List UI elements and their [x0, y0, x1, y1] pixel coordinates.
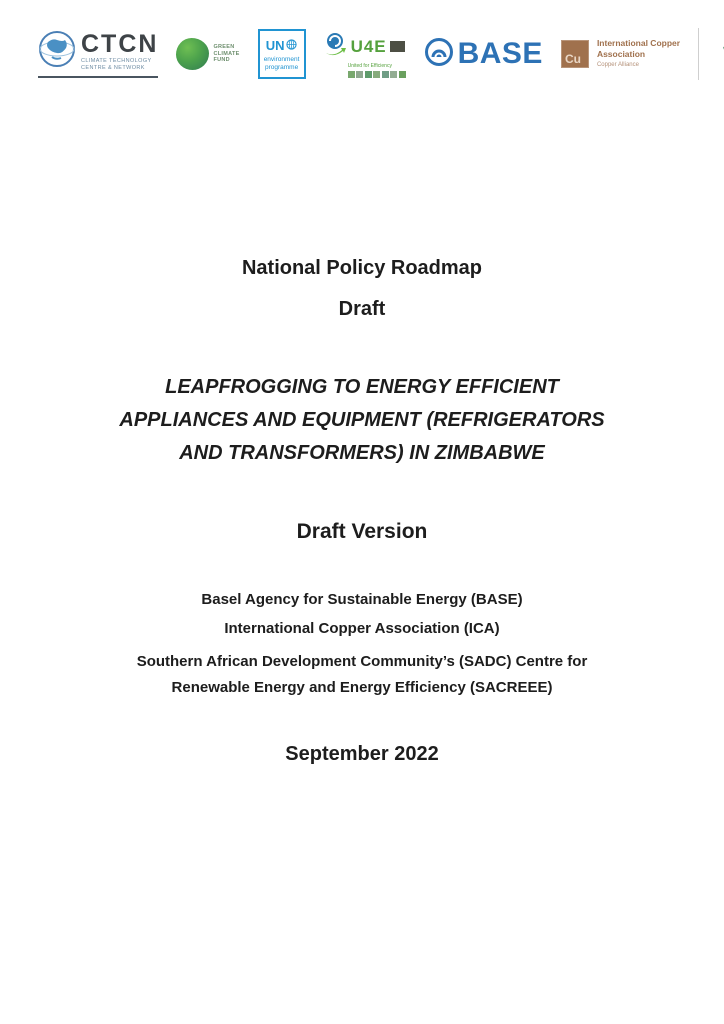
ctcn-logo [38, 30, 158, 78]
ctcn-wordmark [81, 29, 159, 72]
ica-wordmark [597, 38, 680, 70]
publication-date: September 2022 [285, 743, 439, 765]
author-sacreee [0, 649, 724, 701]
author-sacreee-line2: Renewable Energy and Energy Efficiency (SACREEE) [171, 679, 553, 696]
sacreee-logo [717, 31, 724, 78]
base-arc-icon [424, 37, 454, 72]
author-sacreee-line1: Southern African Development Community’s (SADC) Centre for [136, 653, 588, 670]
gcf-line3: FUND [213, 57, 230, 64]
u4e-tagline: United for Efficiency [347, 62, 392, 69]
gcf-wordmark [213, 44, 239, 65]
u4e-appliance-icons [348, 71, 406, 78]
author-ica: International Copper Association (ICA) [224, 620, 500, 637]
subject-line-2: APPLIANCES AND EQUIPMENT (REFRIGERATORS [119, 409, 605, 431]
ica-line2: Association [596, 48, 646, 59]
gcf-globe-icon [176, 38, 209, 70]
un-emblem-icon [286, 37, 297, 55]
subject-line-1: LEAPFROGGING TO ENERGY EFFICIENT [165, 376, 559, 398]
unep-un-wordmark: UN [265, 38, 285, 54]
author-base: Basel Agency for Sustainable Energy (BASE) [201, 591, 523, 608]
gcf-line1: GREEN [213, 43, 235, 50]
unep-subtitle-line2: programme [264, 64, 299, 71]
partner-logo-band [0, 0, 724, 80]
version-label: Draft Version [296, 520, 428, 543]
ica-tagline: Copper Alliance [596, 62, 639, 69]
document-title: National Policy Roadmap [241, 257, 483, 279]
base-name: BASE [457, 37, 543, 70]
cover-content [0, 257, 724, 766]
un-environment-programme-logo [258, 29, 306, 79]
ica-line1: International Copper [596, 38, 681, 49]
authors-block [0, 591, 724, 701]
gcf-line2: CLIMATE [213, 50, 240, 57]
unep-top-row [266, 37, 298, 55]
copper-cu-icon [561, 40, 589, 68]
subject-line-3: AND TRANSFORMERS) IN ZIMBABWE [179, 442, 545, 464]
green-climate-fund-logo [176, 38, 239, 70]
u4e-logo [324, 31, 406, 78]
base-logo [424, 37, 543, 72]
logo-divider [698, 28, 699, 80]
ctcn-name: CTCN [81, 29, 159, 58]
unep-subtitle-line1: environment [263, 55, 300, 63]
cu-symbol: Cu [564, 52, 581, 66]
u4e-name: U4E [350, 36, 387, 56]
africa-map-icon [717, 31, 724, 78]
international-copper-association-logo [561, 38, 680, 70]
ctcn-subtitle-line2: CENTRE & NETWORK [81, 65, 145, 71]
u4e-swirl-icon [324, 31, 348, 62]
document-status: Draft [338, 298, 386, 320]
u4e-badge-icon [390, 41, 405, 52]
ctcn-subtitle-line1: CLIMATE TECHNOLOGY [81, 57, 152, 64]
u4e-top-row [324, 31, 405, 62]
ctcn-globe-icon [38, 30, 76, 73]
document-subject-title [0, 371, 724, 470]
unep-box [258, 29, 306, 79]
